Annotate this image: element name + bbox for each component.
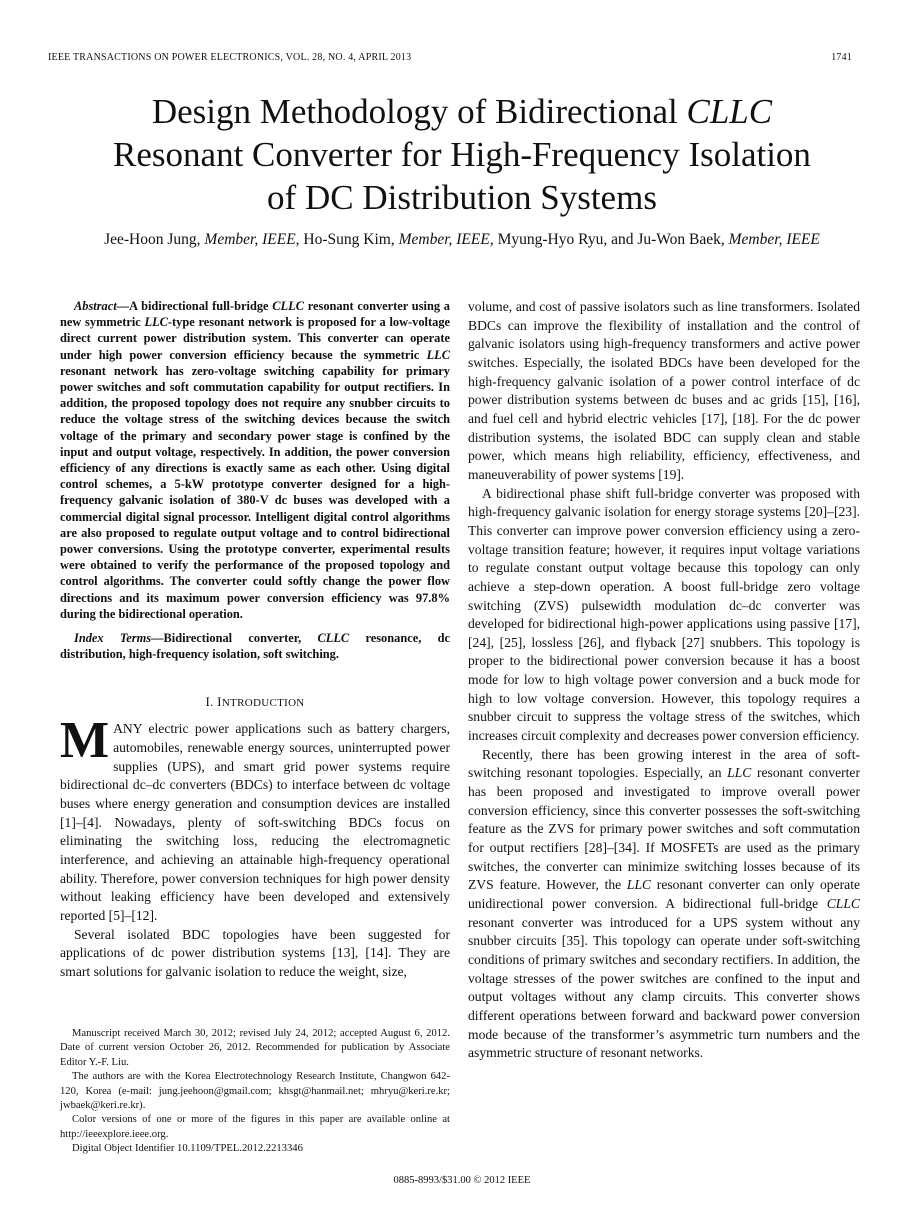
right-paragraph-3-cllc: CLLC [826, 896, 860, 911]
author-2: , Ho-Sung Kim, [295, 231, 399, 248]
abstract-cllc: CLLC [272, 299, 304, 313]
index-terms [60, 630, 450, 662]
title-line-1 [40, 90, 884, 133]
index-terms-text-1: Bidirectional converter, [163, 631, 318, 646]
running-header [48, 52, 852, 63]
index-terms-cllc: CLLC [317, 631, 350, 646]
abstract-llc-2: LLC [426, 347, 450, 362]
right-paragraph-3-text-c: resonant converter can only operate unidirectional power conversion. A bidirectional full-bridge [468, 877, 860, 911]
right-paragraph-2: A bidirectional phase shift full-bridge converter was proposed with high-frequency galvanic isolation for energy storage systems [20]–[23]. This converter can improve power conversion efficiency using a zero-voltage transition feature; however, it requires input voltage variations to regulate constant output voltage because this topology can only achieve a step-down operation. A boost full-bridge zero voltage switching (ZVS) pulsewidth modulation dc–dc converter was developed for bidirectional high-power applications using passive [17], [24], [25], lossless [26], and flyback [27] snubbers. This topology is proper to the bidirectional power conversion because it has a boost mode for low to high voltage power conversion and a buck mode for high to low voltage conversion. However, this topology requires a snubber circuit to suppress the voltage stress of the switches, which increases circuit complexity and decreases power conversion efficiency. [468, 485, 860, 744]
author-1-membership: , Member, IEEE [196, 231, 296, 248]
title-line-1-text: Design Methodology of Bidirectional [151, 92, 687, 131]
abstract-text-3: -type resonant network is proposed for a low-voltage direct current power distribution system. This converter can operate under high power conversion efficiency because the symmetric [60, 315, 451, 362]
footnote-manuscript: Manuscript received March 30, 2012; revised July 24, 2012; accepted August 6, 2012. Date of current version October 26, 2012. Recommended for publication by Associate Editor Y.-F. Liu. [60, 1028, 450, 1068]
right-paragraph-3-text-d: resonant converter was introduced for a UPS system without any snubber circuits [35]. This topology can operate under soft-switching conditions of primary switches and secondary rectifiers. In addition, the voltage stresses of the power switches are confined to the input and output voltages without any clamp circuits. This converter shows different operations between forward and backward power conversion mode because of the transformer’s asymmetric turn numbers and the asymmetric structure of resonant networks. [468, 914, 860, 1061]
title-line-3: of DC Distribution Systems [267, 178, 657, 217]
copyright-footer: 0885-8993/$31.00 © 2012 IEEE [393, 1175, 531, 1186]
right-paragraph-3-text-a: Recently, there has been growing interest in the area of soft-switching resonant topologies. Especially, an [468, 746, 860, 781]
section-first-letter: I [217, 694, 222, 710]
right-paragraph-3-llc-1: LLC [727, 765, 752, 781]
drop-cap: M [60, 712, 110, 770]
index-terms-text-2: resonance, dc distribution, high-frequency isolation, soft switching. [60, 631, 450, 662]
author-2-membership: Member, IEEE [398, 231, 490, 248]
abstract [60, 298, 450, 622]
paper-title [40, 90, 884, 219]
right-paragraph-1: volume, and cost of passive isolators such as line transformers. Isolated BDCs can improve the flexibility of installation and the control of galvanic isolators using high-frequency transformers and active power switches. Especially, the isolated BDCs have been developed for the high-frequency galvanic isolation of a power control interface of dc power distribution systems between dc buses and ac grids [15], [16], and fuel cell and hybrid electric vehicles [17], [18]. For the dc power distribution systems, the isolated BDC can supply clean and stable power, which means high reliability, efficiency, effectiveness, and maneuverability of power systems [19]. [468, 299, 860, 482]
journal-name: IEEE TRANSACTIONS ON POWER ELECTRONICS, VOL. 28, NO. 4, APRIL 2013 [48, 52, 412, 63]
intro-paragraph-1-text: ANY electric power applications such as battery chargers, automobiles, renewable energy sources, uninterrupted power supplies (UPS), and smart grid power systems require bidirectional dc–dc converters (BDCs) to interface between dc voltage buses where energy generation and consumption devices are installed [1]–[4]. Nowadays, plenty of soft-switching BDCs focus on eliminating the switching loss, reducing the electromagnetic interference, and achieving an attainable high-frequency operational ability. Therefore, power conversion techniques for high power density without leaking efficiency have been developed and extensively reported [5]–[12]. [60, 721, 450, 924]
title-line-1-italic: CLLC [686, 92, 773, 131]
footnote-doi: Digital Object Identifier 10.1109/TPEL.2012.2213346 [72, 1143, 303, 1155]
right-paragraph-3-text-b: resonant converter has been proposed and investigated to improve overall power conversion efficiency, since this converter possesses the soft-switching feature as the ZVS for primary power switches and soft commutation for output rectifiers [28]–[34]. If MOSFETs are used as the primary switches, the converter can minimize switching losses because of its ZVS feature. However, the [468, 765, 860, 893]
right-paragraph-3 [468, 746, 860, 1063]
title-line-2: Resonant Converter for High-Frequency Isolation [113, 135, 811, 174]
footnote-affiliation: The authors are with the Korea Electrotechnology Research Institute, Changwon 642-120, Korea (e-mail: jung.jeehoon@gmail.com; khsgt@hanmail.net; mhryu@keri.re.kr; jwbaek@keri.re.kr). [60, 1071, 450, 1112]
footnotes [60, 1027, 450, 1157]
right-column [468, 298, 860, 1063]
abstract-text-1: A bidirectional full-bridge [129, 299, 273, 313]
intro-paragraph-1 [60, 712, 450, 925]
abstract-text-2: resonant converter using a new symmetric [60, 299, 450, 330]
page-number: 1741 [831, 52, 852, 63]
section-numeral: I. [205, 694, 218, 710]
right-paragraph-3-llc-2: LLC [626, 877, 652, 893]
author-1: Jee-Hoon Jung [104, 231, 197, 248]
abstract-label: Abstract— [74, 299, 130, 313]
author-4-membership: , Member, IEEE [720, 231, 820, 248]
abstract-text-4: resonant network has zero-voltage switching capability for primary power switches and soft commutation capability for output rectifiers. In addition, the proposed topology does not require any snubber circuits to reduce the voltage stress of the switching devices because the switch voltage of the primary and secondary power stage is confined by the input and output voltage, respectively. In addition, the power conversion efficiency of any directions is exactly same as each other. Using digital control schemes, a 5-kW prototype converter designed for a high-frequency galvanic isolation of 380-V dc buses was developed with a commercial digital signal processor. Intelligent digital control algorithms are also proposed to regulate output voltage and to control bidirectional power conversions. Using the prototype converter, experimental results were obtained to verify the performance of the proposed topology and control algorithms. The converter could softly change the power flow directions and its maximum power conversion efficiency was 97.8% during the bidirectional operation. [60, 363, 450, 621]
index-terms-label: Index Terms— [74, 631, 164, 646]
author-list [20, 231, 904, 249]
section-heading-introduction [60, 694, 450, 710]
footnote-color-figures: Color versions of one or more of the figures in this paper are available online at http://ieeexplore.ieee.org. [60, 1114, 450, 1140]
author-3-4: , Myung-Hyo Ryu, and Ju-Won Baek [489, 231, 721, 248]
intro-paragraph-2: Several isolated BDC topologies have been suggested for applications of dc power distribution systems [13], [14]. They are smart solutions for galvanic isolation to reduce the weight, size, [60, 926, 450, 979]
section-title-rest: NTRODUCTION [221, 697, 305, 710]
left-column [60, 298, 450, 982]
abstract-llc-1: LLC [144, 315, 168, 330]
